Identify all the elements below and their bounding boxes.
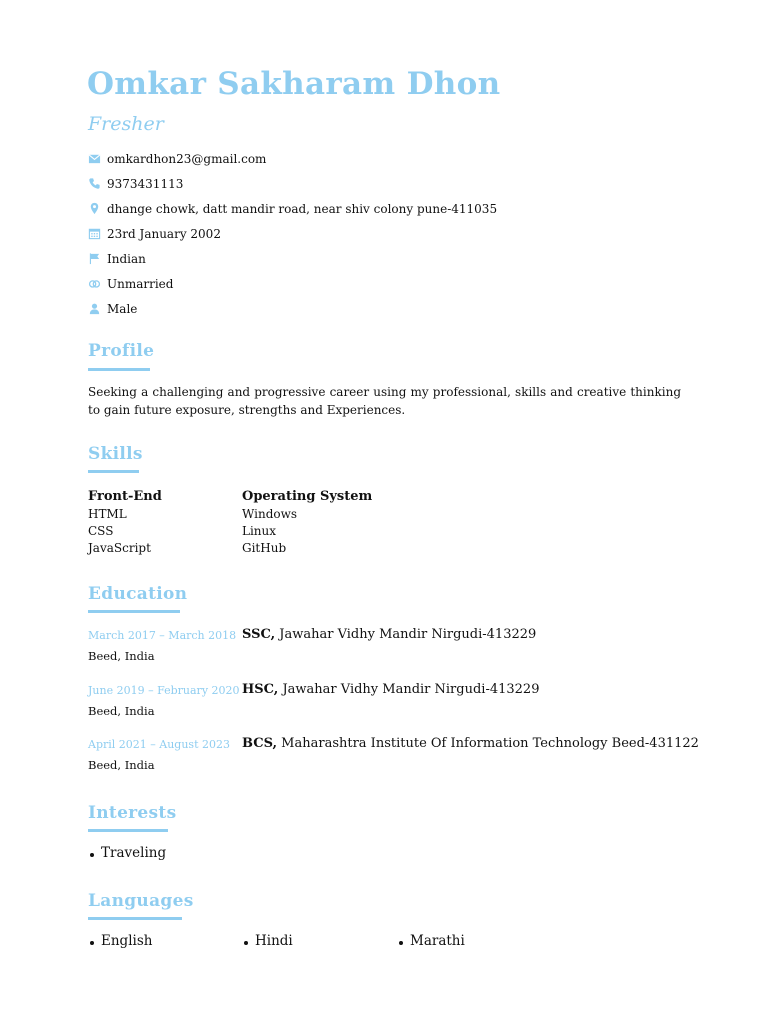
education-degree: HSC, xyxy=(242,682,279,697)
gender-text: Male xyxy=(107,301,138,316)
calendar-icon xyxy=(88,227,101,240)
contact-phone xyxy=(88,171,497,196)
languages-heading-underline xyxy=(88,917,182,920)
contact-birthdate xyxy=(88,221,497,246)
education-location: Beed, India xyxy=(88,704,155,718)
bullet-dot xyxy=(244,941,248,945)
contact-nationality xyxy=(88,246,497,271)
skill-item: Windows xyxy=(242,507,298,521)
education-school: Jawahar Vidhy Mandir Nirgudi-413229 xyxy=(279,627,537,642)
language-label: Hindi xyxy=(255,933,293,949)
skill-group-frontend xyxy=(88,488,162,557)
education-location: Beed, India xyxy=(88,758,155,772)
skill-group-title: Operating System xyxy=(242,489,373,504)
interest-label: Traveling xyxy=(101,845,167,861)
education-dates: April 2021 – August 2023 xyxy=(88,738,230,751)
bullet-dot xyxy=(90,853,94,857)
skill-group-title: Front-End xyxy=(88,489,162,504)
skill-item: GitHub xyxy=(242,541,287,555)
interests-heading: Interests xyxy=(88,803,177,823)
nationality-text: Indian xyxy=(107,251,146,266)
skill-item: Linux xyxy=(242,524,277,538)
education-school: Maharashtra Institute Of Information Technology Beed-431122 xyxy=(281,736,699,751)
education-institution xyxy=(242,627,536,642)
location-icon xyxy=(88,202,101,215)
skill-item: HTML xyxy=(88,507,127,521)
skill-group-os xyxy=(242,488,372,557)
bullet-dot xyxy=(399,941,403,945)
contact-gender xyxy=(88,296,497,321)
interests-heading-underline xyxy=(88,829,168,832)
profile-summary: Seeking a challenging and progressive career using my professional, skills and creative thinking to gain future exposure, strengths and Experiences. xyxy=(88,385,681,417)
education-school: Jawahar Vidhy Mandir Nirgudi-413229 xyxy=(282,682,540,697)
flag-icon xyxy=(88,252,101,265)
rings-icon xyxy=(88,277,101,290)
education-degree: BCS, xyxy=(242,736,278,751)
candidate-title: Fresher xyxy=(88,113,164,135)
education-dates: March 2017 – March 2018 xyxy=(88,629,237,642)
contact-marital-status xyxy=(88,271,497,296)
marital-status-text: Unmarried xyxy=(107,276,174,291)
skills-heading-underline xyxy=(88,470,139,473)
education-dates: June 2019 – February 2020 xyxy=(88,684,240,697)
education-institution xyxy=(242,682,539,697)
profile-heading-underline xyxy=(88,368,150,371)
language-item xyxy=(399,933,465,949)
email-text[interactable]: omkardhon23@gmail.com xyxy=(107,151,267,166)
candidate-name: Omkar Sakharam Dhon xyxy=(87,66,501,102)
profile-heading: Profile xyxy=(88,341,155,361)
person-icon xyxy=(88,302,101,315)
language-item xyxy=(244,933,293,949)
phone-icon xyxy=(88,177,101,190)
skills-heading: Skills xyxy=(88,444,143,464)
education-location: Beed, India xyxy=(88,649,155,663)
phone-text[interactable]: 9373431113 xyxy=(107,176,184,191)
education-heading-underline xyxy=(88,610,180,613)
contact-list xyxy=(88,146,497,321)
address-text: dhange chowk, datt mandir road, near shiv colony pune-411035 xyxy=(107,201,498,216)
education-institution xyxy=(242,736,699,751)
contact-address xyxy=(88,196,497,221)
interest-item xyxy=(90,845,166,861)
languages-heading: Languages xyxy=(88,891,194,911)
education-degree: SSC, xyxy=(242,627,276,642)
bullet-dot xyxy=(90,941,94,945)
email-icon xyxy=(88,152,101,165)
skill-item: CSS xyxy=(88,524,114,538)
contact-email xyxy=(88,146,497,171)
skill-item: JavaScript xyxy=(88,541,151,555)
language-label: English xyxy=(101,933,153,949)
language-item xyxy=(90,933,152,949)
education-heading: Education xyxy=(88,584,188,604)
language-label: Marathi xyxy=(410,933,465,949)
birthdate-text: 23rd January 2002 xyxy=(107,226,221,241)
